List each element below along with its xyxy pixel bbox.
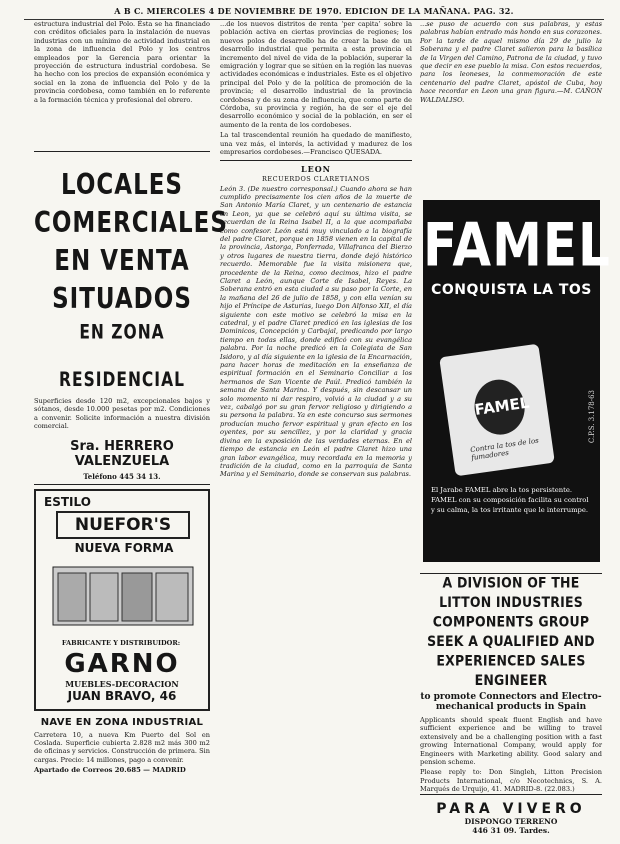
litton-body: Applicants should speak fluent English and have sufficient experience and be willing to travel extensively and be a challenging position with a fast growing International Company, would apply for Engineers with Marketing ability. Good salary and pension scheme.	[420, 716, 602, 767]
garno-brand-name: GARNO	[64, 648, 180, 679]
column-left	[34, 20, 228, 840]
nave-title: NAVE EN ZONA INDUSTRIAL	[40, 716, 204, 728]
col2-top-article: ...de los nuevos distritos de renta ‘per capita’ sobre la población activa en ciertas provincias de regiones; los nuevos polos de desarrollo ha de crear la base de un desarrollo industrial que permita a esta provincia el incremento del nivel de vida de la población, superar la emigración y lograr que se sitúen en la región las nuevas actividades económicas e industriales. Este es el objetivo principal del Polo y de la política de promoción de la provincia; el desarrollo industrial de la provincia cordobesa y de su zona de influencia, que como parte de Córdoba, su provincia y región, ha de ser el eje del desarrollo económico y social de la población, en ser el aumento de la renta de los cordobeses.	[220, 20, 412, 129]
locales-phone: Teléfono 445 34 13.	[83, 471, 161, 481]
garno-ad	[34, 489, 210, 711]
locales-line-5: EN ZONA RESIDENCIAL	[59, 321, 185, 391]
famel-slogan: CONQUISTA LA TOS	[431, 282, 592, 298]
litton-promote: to promote Connectors and Electro-mechanical products in Spain	[420, 692, 602, 712]
famel-ad	[423, 200, 611, 562]
locales-contact-name: Sra. HERRERO VALENZUELA	[70, 438, 174, 469]
famel-text: El Jarabe FAMEL abre la tos persistente. FAMEL con su composición facilita su control y su calma, la tos irritante que le interrumpe.	[431, 486, 589, 514]
col1-top-article: estructura industrial del Polo. Ésta se ha financiado con créditos oficiales para la instalación de nuevas industrias con un mínimo de actividad industrial en la zona de influencia del Polo y los centros empleados por la Gerencia para orientar la proyección de estructura industrial cordobesa. Se ha hecho con los precios de expansión económica y social en la zona de influencia del Polo y de la provincia cordobesa, como también en lo referente a la formación técnica y profesional del obrero.	[34, 20, 210, 104]
garno-fabricante: FABRICANTE Y DISTRIBUIDOR:	[61, 638, 181, 647]
famel-title: FAMEL	[423, 210, 611, 280]
col3-top-article: ...se puso de acuerdo con sus palabras, y estas palabras habían entrado más hondo en sus corazones. Por la tarde de aquel mismo día 29 de julio la Soberana y el padre Claret salieron para la basílica de la Virgen del Camino, Patrona de la ciudad, y tuvo que decir en ese pueblo la misa. Con estos recuerdos, para los leoneses, la conmemoración de este centenario del padre Claret, apóstol de Cuba, hoy hace recordar en Leon una gran figura.—M. CAÑON WALDALISO.	[420, 20, 602, 104]
furniture-illustration	[48, 559, 198, 629]
leon-heading: LEON	[300, 163, 331, 174]
garno-estilo: ESTILO	[44, 494, 91, 509]
nave-body: Carretera 10, a nueva Km Puerto del Sol en Coslada. Superficie cubierta 2.828 m2 más 300 m2 de oficinas y servicios. Construcción de primera. Sin cargas. Precio: 14 millones, pago a convenir.	[34, 730, 210, 764]
page-header: A B C. MIERCOLES 4 DE NOVIEMBRE DE 1970. EDICION DE LA MAÑANA. PAG. 32.	[24, 6, 604, 20]
locales-body: Superficies desde 120 m2, excepcionales bajos y sótanos, desde 10.000 pesetas por m2. Condiciones a convenir. Solicite información a nuestra división comercial.	[34, 397, 210, 431]
divider	[34, 484, 210, 485]
locales-line-2: COMERCIALES	[34, 206, 228, 240]
litton-ad	[420, 570, 602, 794]
locales-line-3: EN VENTA	[54, 244, 190, 278]
leon-subheading: RECUERDOS CLARETIANOS	[262, 174, 370, 183]
garno-address: JUAN BRAVO, 46	[67, 688, 177, 703]
garno-brand: NUEFOR'S	[56, 511, 190, 539]
nave-ad	[34, 717, 210, 775]
divider	[220, 160, 412, 161]
nave-contact: Apartado de Correos 20.685 — MADRID	[34, 766, 186, 775]
divider	[34, 151, 210, 152]
garno-muebles: MUEBLES-DECORACION	[65, 678, 179, 689]
vivero-line3: 446 31 09. Tardes.	[472, 826, 550, 835]
leon-article: León 3. (De nuestro corresponsal.) Cuando ahora se han cumplido precisamente los cien años de la muerte de San Antonio María Claret, y un centenario de estancia en Leon, ya que se celebró aquí su última visita, se recuerdan de la Reina Isabel II, a la que acompañaba como confesor. León está muy vinculado a la biografía del padre Claret, porque en 1858 vienen en la capital de la provincia, Astorga, Ponferrada, Villafranca del Bierzo y otros lugares de nuestra tierra, donde dejó histórico recuerdo. Memorable fue la visita misionera que, procedente de la Reina, como decimos, hizo el padre Claret a León, aunque Corte de Isabel, Reyes. La Soberana entró en esta ciudad a su paso por la Corte, en la mañana del 26 de julio de 1858, y con ella venían su hijo el Príncipe de Asturias, luego Don Alfonso XII, el día siguiente con este motivo se celebró la misa en la catedral, y el padre Claret predicó en las iglesias de los Dominicos, Concepción y Carbajal, predicando por largo tiempo en todas ellas, donde edificó con su evangélica palabra. Por la noche predicó en la Colegiata de San Isidoro, y al día siguiente en la iglesia de la Encarnación, para hacer horas de meditación en la enseñanza de espiritual formación en el Seminario Conciliar a los hermanos de San Vicente de Paúl. Predicó también la semana de Santa Marina. Y después, sin descansar un solo momento ni dar respiro, volvió a la ciudad y a su vez, cabalgó por su gran fervor religioso y dirigiendo a su persona la palabra. Ya en este concurso sus sermones producían mucho fervor espiritual y gran efecto en los oyentes, por su sencillez, y por la claridad y gracia divina en la exposición de las verdades eternas. En el tiempo de estancia en León el padre Claret hizo una gran labor evangélica, muy recordada en la memoria y tradición de la ciudad, como en la parroquia de Santa Marina y el Seminario, donde se conservan sus palabras.	[220, 184, 412, 479]
famel-package	[439, 344, 555, 477]
locales-line-1: LOCALES	[61, 168, 183, 202]
famel-side-code: C.P.S. 3.178-63	[588, 390, 596, 444]
locales-ad	[34, 166, 228, 481]
vivero-title: PARA VIVERO	[436, 801, 586, 817]
garno-nueva-forma: NUEVA FORMA	[74, 540, 174, 555]
vivero-line2: DISPONGO TERRENO	[464, 817, 558, 826]
famel-pack-script: Contra la tos de los fumadores	[469, 436, 540, 462]
litton-title: A DIVISION OF THE LITTON INDUSTRIES COMPONENTS GROUP SEEK A QUALIFIED AND EXPERIENCED SALES ENGINEER	[427, 573, 595, 689]
locales-line-4: SITUADOS	[52, 282, 192, 316]
vivero-ad	[420, 794, 602, 841]
column-middle	[220, 20, 412, 840]
litton-reply: Please reply to: Don Singleh, Litton Precision Products International, c/o Necotechnics, S. A. Marqués de Urquijo, 41. MADRID-8. (22.083.)	[420, 768, 602, 794]
col2-top-article-end: La tal trascendental reunión ha quedado de manifiesto, una vez más, el interés, la actividad y madurez de los empresarios cordobeses.—Francisco QUESADA.	[220, 131, 412, 157]
famel-pack-brand: FAMEL	[471, 376, 528, 437]
